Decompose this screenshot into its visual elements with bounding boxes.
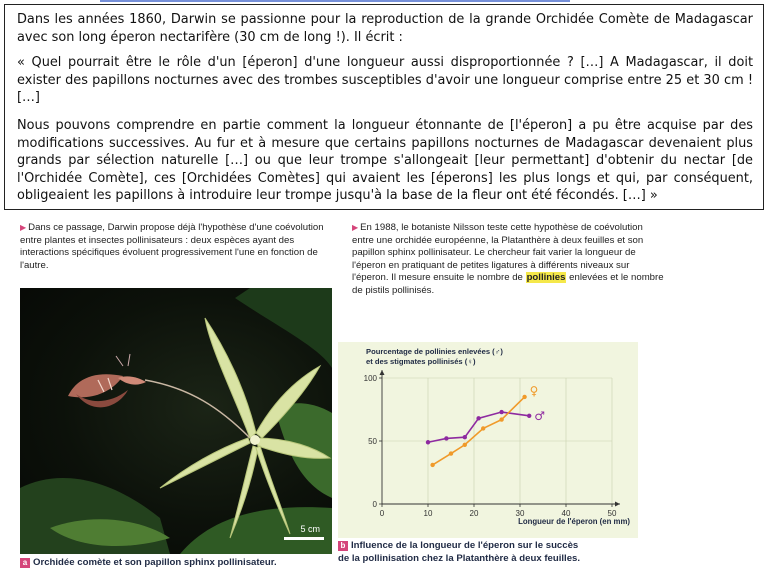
- data-point: [481, 426, 485, 430]
- chart-svg: [338, 342, 638, 538]
- orchid-illustration: [20, 288, 332, 554]
- pollination-chart: [338, 342, 638, 538]
- x-tick-label: 20: [469, 509, 479, 518]
- textbook-excerpt: [16, 214, 750, 570]
- triangle-icon: ▶: [352, 223, 359, 232]
- data-point: [444, 436, 448, 440]
- paragraph-quote: « Quel pourrait être le rôle d'un [éperon] d'une longueur aussi disproportionnée ? […] A Madagascar, il doit exister des papillons nocturnes avec des trombes susceptibles d'avoir une longueur comprise entre 25 et 30 cm ! […]: [17, 55, 753, 106]
- data-point: [499, 417, 503, 421]
- paragraph-explanation: Nous pouvons comprendre en partie comment la longueur étonnante de [l'éperon] a pu être acquise par des modifications successives. Au fur et à mesure que certains papillons nocturnes de Madagascar devenaient plus grands par sélection naturelle […] ou que leur trompe s'allongeait [leur permettant] d'obtenir du nectar [de l'Orchidée Comète], ces [Orchidées Comètes] qui avaient les [éperons] les plus longs et qui, par conséquent, obligeaient les papillons à introduire leur trompe jusqu'à la base de la fleur ont été fécondés. […] »: [17, 117, 753, 204]
- x-tick-label: 0: [379, 509, 385, 518]
- paragraph-intro: Dans les années 1860, Darwin se passionne pour la reproduction de la grande Orchidée Comète de Madagascar avec son long éperon nectarifère (30 cm de long !). Il écrit :: [17, 12, 753, 45]
- scale-bar: [284, 537, 324, 540]
- x-tick-label: 50: [607, 509, 617, 518]
- series-line-1: [433, 397, 525, 465]
- orchid-photo: [20, 288, 332, 554]
- right-intro-after: enlevées et le nombre de pistils pollinisés.: [352, 272, 664, 296]
- data-point: [527, 414, 531, 418]
- y-axis-label-line2: et des stigmates pollinisés (♀): [366, 357, 476, 366]
- data-point: [463, 443, 467, 447]
- left-intro-text: [20, 222, 336, 272]
- caption-b-line2: de la pollinisation chez la Platanthère à deux feuilles.: [338, 552, 581, 564]
- highlighted-word: pollinies: [526, 272, 566, 284]
- data-point: [476, 416, 480, 420]
- x-axis-label: Longueur de l'éperon (en mm): [518, 517, 630, 526]
- moth: [68, 354, 146, 407]
- data-point: [430, 463, 434, 467]
- caption-b: [338, 540, 638, 565]
- left-intro-body: Dans ce passage, Darwin propose déjà l'hypothèse d'une coévolution entre plantes et insectes pollinisateurs : deux espèces ayant des interactions spécifiques évoluent progressivement l'une en fonction de l'autre.: [20, 222, 324, 271]
- data-point: [522, 395, 526, 399]
- right-intro-before: En 1988, le botaniste Nilsson teste cette hypothèse de coévolution entre une orchidée européenne, la Platanthère à deux feuilles et son papillon sphinx pollinisateur. Le chercheur fait varier la longueur de l'éperon en pratiquant de petites ligatures à différents niveaux sur l'éperon. Il mesure ensuite le nombre de: [352, 222, 644, 284]
- data-point: [426, 440, 430, 444]
- y-axis-label-line1: Pourcentage de pollinies enlevées (♂): [366, 347, 503, 356]
- scale-label: 5 cm: [300, 524, 320, 534]
- y-tick-label: 50: [368, 437, 377, 446]
- data-point: [463, 435, 467, 439]
- x-axis-arrow: [615, 502, 620, 507]
- data-point: [449, 451, 453, 455]
- caption-a-badge: a: [20, 558, 30, 568]
- series-label-0: ♂: [534, 408, 545, 423]
- x-tick-label: 10: [423, 509, 433, 518]
- x-tick-label: 40: [561, 509, 571, 518]
- right-intro-text: [352, 222, 664, 298]
- caption-b-line1: Influence de la longueur de l'éperon sur le succès: [351, 540, 579, 551]
- caption-b-badge: b: [338, 541, 348, 551]
- series-label-1: ♀: [529, 383, 539, 398]
- triangle-icon: ▶: [20, 223, 27, 232]
- darwin-text-box: [4, 4, 764, 210]
- caption-a: [20, 557, 332, 570]
- caption-a-text: Orchidée comète et son papillon sphinx pollinisateur.: [33, 557, 277, 568]
- y-axis-arrow: [380, 370, 385, 375]
- y-tick-label: 0: [372, 500, 377, 509]
- x-tick-label: 30: [515, 509, 525, 518]
- data-point: [499, 410, 503, 414]
- top-link-fragment: [100, 0, 570, 2]
- y-tick-label: 100: [363, 374, 377, 383]
